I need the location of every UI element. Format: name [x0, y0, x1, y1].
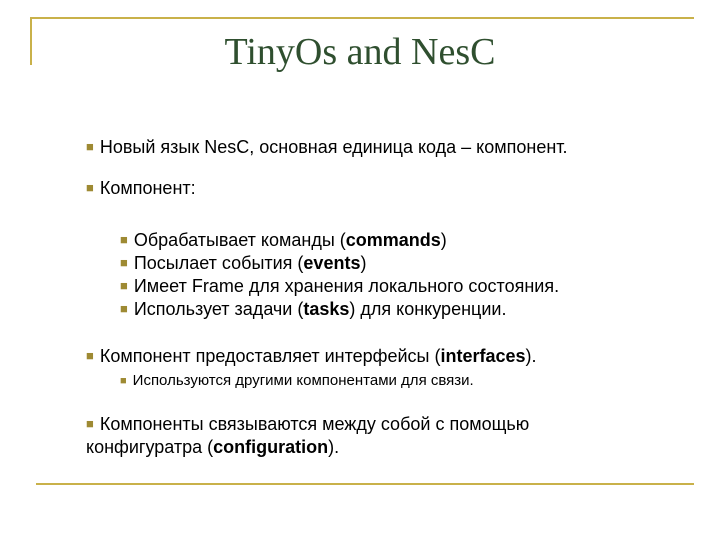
sub-bullet-text: Имеет Frame для хранения локального состояния. — [133, 276, 560, 296]
bullet-text: ). — [525, 346, 537, 366]
sub-bullet-text: Посылает события ( — [133, 253, 304, 273]
bullet-item — [86, 345, 537, 369]
sub-bullet-bold-term: events — [303, 253, 361, 273]
sub-bullet-item — [120, 275, 559, 299]
bullet-item-continuation — [86, 436, 339, 458]
bullet-square-icon: ■ — [86, 416, 94, 431]
bullet-square-icon: ■ — [120, 255, 128, 270]
bullet-item — [86, 413, 529, 437]
bullet-square-icon: ■ — [120, 232, 128, 247]
bullet-square-icon: ■ — [120, 301, 128, 316]
bottom-decorative-line — [36, 483, 694, 485]
bullet-bold-term: configuration — [213, 437, 329, 457]
bullet-item — [86, 177, 196, 201]
bullet-text: Компоненты связываются между собой с помощью — [99, 414, 530, 434]
sub-bullet-bold-term: tasks — [303, 299, 350, 319]
bullet-text: Компонент предоставляет интерфейсы ( — [99, 346, 441, 366]
top-decorative-line — [30, 17, 694, 19]
bullet-square-icon: ■ — [86, 139, 94, 154]
bullet-text: конфигуратра ( — [86, 437, 214, 457]
bullet-text: ). — [328, 437, 340, 457]
sub-bullet-item — [120, 370, 474, 393]
bullet-square-icon: ■ — [86, 348, 94, 363]
bullet-square-icon: ■ — [86, 180, 94, 195]
bullet-text: Компонент: — [99, 178, 196, 198]
bullet-bold-term: interfaces — [440, 346, 526, 366]
slide-title: TinyOs and NesC — [224, 31, 496, 73]
sub-bullet-text: ) для конкуренции. — [349, 299, 507, 319]
sub-bullet-text: Используются другими компонентами для связи. — [132, 372, 474, 389]
sub-bullet-text: ) — [440, 230, 447, 250]
sub-bullet-text: Обрабатывает команды ( — [133, 230, 346, 250]
bullet-text: Новый язык NesC, основная единица кода – компонент. — [99, 137, 568, 157]
bullet-item — [86, 136, 568, 160]
bullet-square-icon: ■ — [120, 375, 127, 387]
sub-bullet-item — [120, 252, 366, 276]
sub-bullet-text: ) — [360, 253, 367, 273]
sub-bullet-text: Использует задачи ( — [133, 299, 304, 319]
sub-bullet-bold-term: commands — [345, 230, 441, 250]
sub-bullet-item — [120, 229, 447, 253]
sub-bullet-item — [120, 298, 506, 322]
bullet-square-icon: ■ — [120, 278, 128, 293]
